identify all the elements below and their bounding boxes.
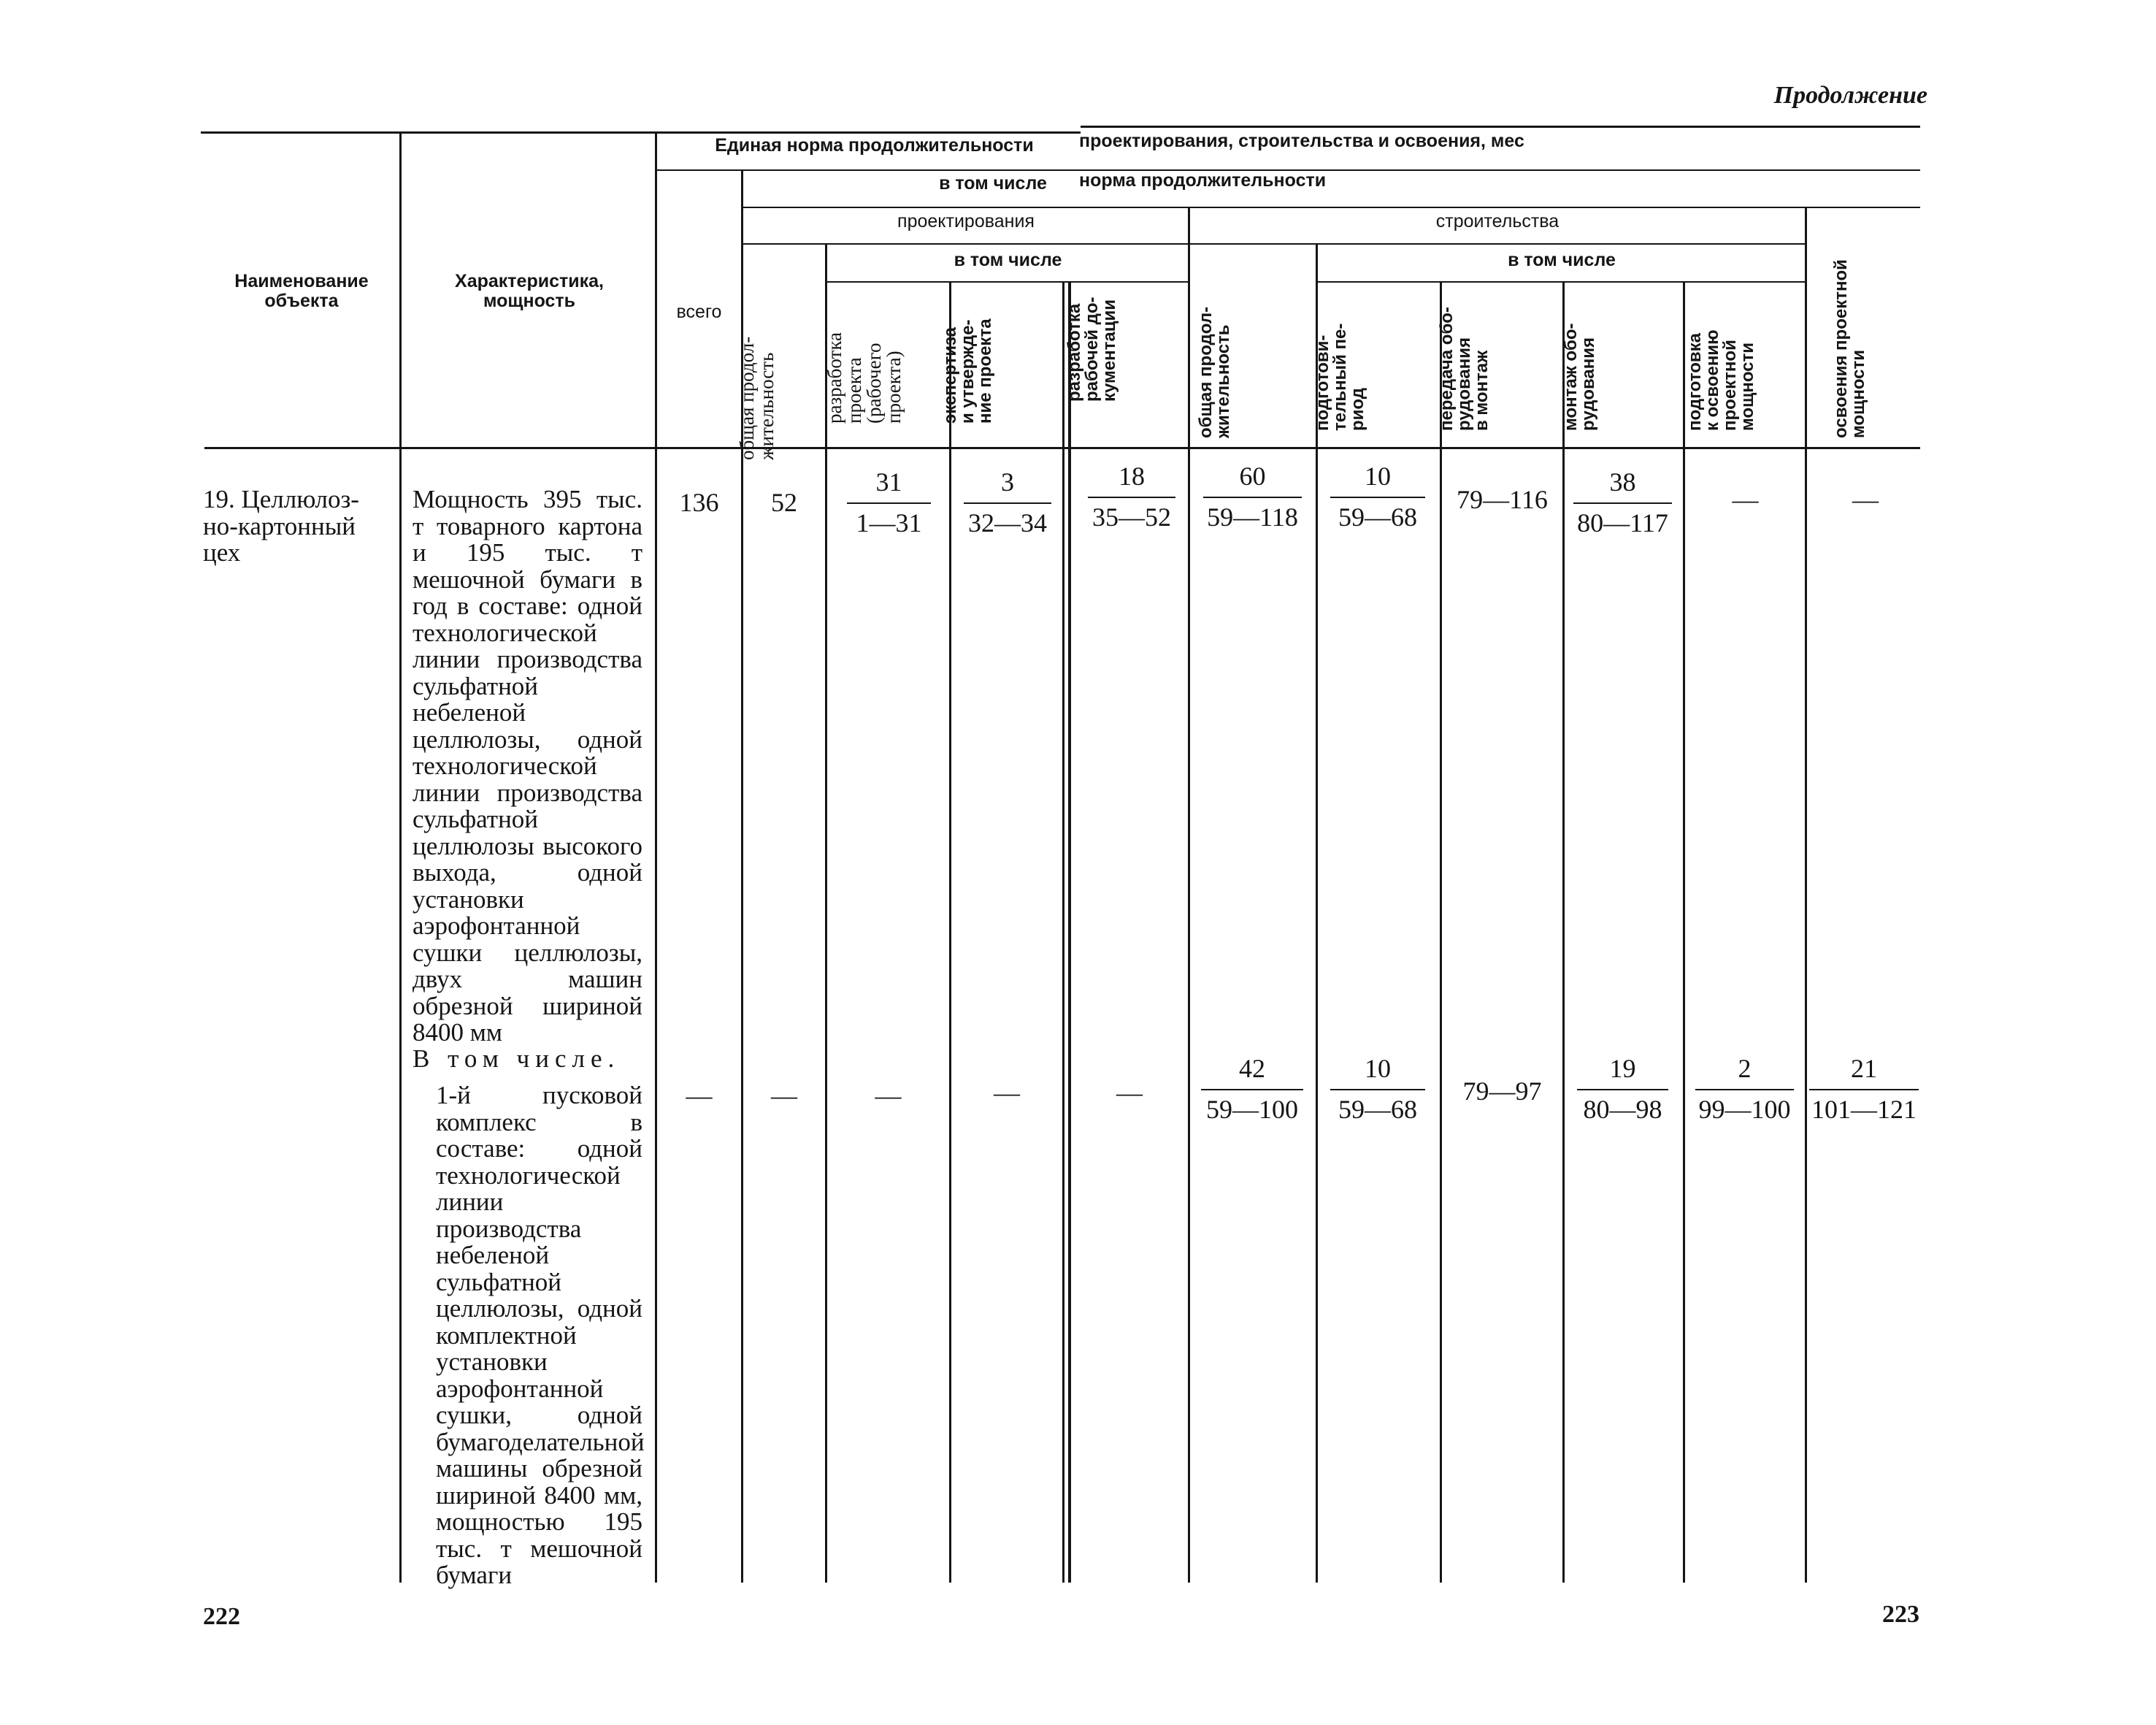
header-design-exp: экспертиза и утвержде- ние проекта bbox=[940, 318, 995, 424]
row2-general: — bbox=[771, 1081, 797, 1110]
row2-constr-general bbox=[1201, 1054, 1303, 1124]
header-design: проектирования bbox=[897, 211, 1035, 232]
header-design-docs: разработка рабочей до- кументации bbox=[1064, 297, 1119, 402]
header-characteristic: Характеристика, мощность bbox=[455, 271, 604, 311]
row2-dev: — bbox=[875, 1081, 902, 1110]
row2-prep-top: 10 bbox=[1365, 1054, 1391, 1083]
row2-transfer: 79—97 bbox=[1462, 1076, 1542, 1106]
row1-docs-top: 18 bbox=[1119, 462, 1145, 491]
row1-exp bbox=[964, 467, 1051, 538]
page-number-right: 223 bbox=[1882, 1601, 1919, 1628]
row1-mount bbox=[1573, 467, 1672, 538]
row1-mount-bottom: 80—117 bbox=[1577, 508, 1668, 538]
row2-mastering bbox=[1809, 1054, 1919, 1124]
header-general-duration: общая продол- жительность bbox=[736, 336, 778, 460]
header-all: всего bbox=[676, 302, 722, 322]
row2-mount-top: 19 bbox=[1609, 1054, 1636, 1083]
row2-mount bbox=[1577, 1054, 1668, 1124]
row1-exp-bottom: 32—34 bbox=[968, 508, 1047, 538]
row1-exp-top: 3 bbox=[1001, 467, 1014, 497]
header-construction: строительства bbox=[1435, 211, 1560, 232]
row2-docs: — bbox=[1116, 1078, 1143, 1107]
row2-constr-prep bbox=[1330, 1054, 1425, 1124]
row1-dev bbox=[847, 467, 931, 538]
object-name: 19. Целлюлоз-но-картонный цех bbox=[203, 485, 359, 567]
header-constr-mount: монтаж обо- рудования bbox=[1561, 323, 1598, 431]
row2-ready-top: 2 bbox=[1738, 1054, 1752, 1083]
header-constr-prep: подготови- тельный пе- риод bbox=[1313, 323, 1367, 431]
row2-prep-bottom: 59—68 bbox=[1338, 1095, 1417, 1124]
row2-ready bbox=[1695, 1054, 1794, 1124]
row1-characteristic: Мощность 395 тыс. т товарного картона и 195 тыс. т мешочной бумаги в год в составе: одной технологической линии производства сульфатной небеленой целлюлозы, одной технологической линии производства сульфатной целлюлозы высокого выхода, одной установки аэрофонтанной сушки целлюлозы, двух машин обрезной шириной 8400 мм bbox=[413, 485, 642, 1047]
row1-docs-bottom: 35—52 bbox=[1092, 502, 1171, 532]
header-design-dev: разработка проекта (рабочего проекта) bbox=[824, 332, 905, 424]
header-design-including: в том числе bbox=[954, 250, 1062, 270]
header-total-norm-right: проектирования, строительства и освоения, мес bbox=[1079, 131, 1524, 151]
row1-transfer: 79—116 bbox=[1457, 485, 1548, 514]
row2-mast-bottom: 101—121 bbox=[1811, 1095, 1917, 1124]
row2-ready-bottom: 99—100 bbox=[1698, 1095, 1791, 1124]
header-constr-general: общая продол- жительность bbox=[1196, 306, 1233, 438]
row1-prep-bottom: 59—68 bbox=[1338, 502, 1417, 532]
header-constr-transfer: передача обо- рудования в монтаж bbox=[1437, 307, 1492, 431]
row1-docs bbox=[1088, 462, 1175, 532]
row1-general: 52 bbox=[771, 488, 797, 517]
row1-cgen-top: 60 bbox=[1239, 462, 1266, 491]
header-total-norm-left: Единая норма продолжительности bbox=[715, 135, 1034, 156]
row1-mastering: — bbox=[1852, 485, 1879, 514]
row2-cgen-bottom: 59—100 bbox=[1206, 1095, 1298, 1124]
header-constr-including: в том числе bbox=[1508, 250, 1616, 270]
row2-exp: — bbox=[994, 1078, 1020, 1107]
row2-mount-bottom: 80—98 bbox=[1583, 1095, 1662, 1124]
row1-mount-top: 38 bbox=[1609, 467, 1636, 497]
header-name: Наименование объекта bbox=[234, 271, 369, 311]
row2-all: — bbox=[686, 1081, 713, 1110]
row1-dev-top: 31 bbox=[875, 467, 902, 497]
including-label: В том числе. bbox=[413, 1044, 621, 1073]
row2-characteristic: 1-й пусковой комплекс в составе: одной технологической линии производства небеленой сульфатной целлюлозы, одной комплектной установки аэрофонтанной сушки, одной бумагоделательной машины обрезной шириной 8400 мм, мощностью 195 тыс. т мешочной бумаги bbox=[436, 1081, 645, 1589]
row1-ready: — bbox=[1732, 485, 1759, 514]
header-mastering: освоения проектной мощности bbox=[1831, 259, 1868, 438]
continuation-label: Продолжение bbox=[1773, 82, 1927, 109]
row1-constr-prep bbox=[1330, 462, 1425, 532]
row1-all: 136 bbox=[679, 488, 719, 517]
row1-dev-bottom: 1—31 bbox=[856, 508, 922, 538]
row1-prep-top: 10 bbox=[1365, 462, 1391, 491]
row2-cgen-top: 42 bbox=[1239, 1054, 1265, 1083]
header-including-left: в том числе bbox=[939, 173, 1047, 194]
header-constr-ready: подготовка к освоению проектной мощности bbox=[1685, 329, 1757, 431]
row1-cgen-bottom: 59—118 bbox=[1207, 502, 1298, 532]
row2-mast-top: 21 bbox=[1851, 1054, 1877, 1083]
header-including-right: норма продолжительности bbox=[1079, 170, 1327, 191]
row1-constr-general bbox=[1203, 462, 1302, 532]
page-number-left: 222 bbox=[203, 1603, 240, 1630]
